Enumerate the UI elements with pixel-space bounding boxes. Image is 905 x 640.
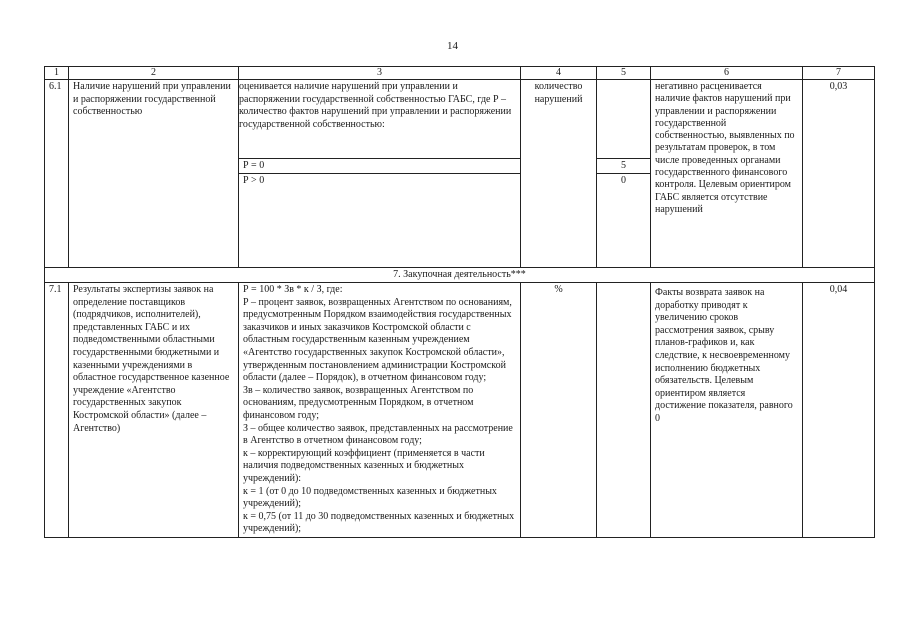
header-cell: 1 xyxy=(45,67,69,80)
table-row xyxy=(45,283,875,538)
definition-k2: к = 0,75 (от 11 до 30 подведомственных казенных и бюджетных учреждений); xyxy=(243,510,515,535)
comment-cell: Факты возврата заявок на доработку приводят к увеличению сроков рассмотрения заявок, срыву планов-графиков и, как следствие, к несвоевременному исполнению бюджетных обязательств. Целевым ориентиром является достижение показателя, равного 0 xyxy=(651,283,803,538)
header-cell: 7 xyxy=(803,67,875,80)
definition-k1: к = 1 (от 0 до 10 подведомственных казенных и бюджетных учреждений); xyxy=(243,485,497,510)
indicator-name: Результаты экспертизы заявок на определение поставщиков (подрядчиков, исполнителей), представленных ГАБС и их подведомственными областными государственными бюджетными и казенными учреждениями в областное государственное казенное учреждение «Агентство государственных закупок Костромской области» (далее – Агентство) xyxy=(69,283,239,538)
row-number: 7.1 xyxy=(45,283,69,538)
header-cell: 2 xyxy=(69,67,239,80)
table-row xyxy=(45,80,875,268)
score-cell xyxy=(597,80,651,268)
weight-cell: 0,04 xyxy=(803,283,875,538)
condition-zero: Р = 0 xyxy=(239,158,520,173)
score-cell xyxy=(597,283,651,538)
definition-p: Р – процент заявок, возвращенных Агентством по основаниям, предусмотренным Порядком взаимодействия государственных заказчиков и иных заказчиков Костромской области с областным государственным казенным учреждением «Агентство государственных закупок Костромской области», утвержденным постановлением администрации Костромской области (далее – Порядок), в отчетном финансовом году; xyxy=(243,296,512,384)
section-title: 7. Закупочная деятельность*** xyxy=(45,268,875,283)
score-zero: 5 xyxy=(597,158,650,173)
row-number: 6.1 xyxy=(45,80,69,268)
header-cell: 4 xyxy=(521,67,597,80)
calculation-method xyxy=(239,80,521,268)
header-cell: 5 xyxy=(597,67,651,80)
unit-cell: % xyxy=(521,283,597,538)
score-positive: 0 xyxy=(597,173,650,189)
method-text: оценивается наличие нарушений при управлении и распоряжении государственной собственностью ГАБС, где Р – количество фактов нарушений при управлении и распоряжении государственной собственностью: xyxy=(239,81,512,130)
definition-k: к – корректирующий коэффициент (применяется в части наличия подведомственных казенных и бюджетных учреждений): xyxy=(243,447,485,484)
indicator-name: Наличие нарушений при управлении и распоряжении государственной собственностью xyxy=(69,80,239,268)
header-cell: 3 xyxy=(239,67,521,80)
table-header-row xyxy=(45,67,875,80)
section-row xyxy=(45,268,875,283)
definition-zv: Зв – количество заявок, возвращенных Агентством по основаниям, предусмотренным Порядком, в отчетном финансовом году; xyxy=(243,384,474,421)
indicator-table xyxy=(44,66,875,538)
page-number: 14 xyxy=(447,40,458,52)
formula: Р = 100 * Зв * к / З, где: xyxy=(243,284,343,295)
weight-cell: 0,03 xyxy=(803,80,875,268)
comment-cell: негативно расценивается наличие фактов нарушений при управлении и распоряжении государственной собственностью, выявленных по результатам проверок, в том числе проведенных органами государственного финансового контроля. Целевым ориентиром ГАБС является отсутствие нарушений xyxy=(651,80,803,268)
definition-z: З – общее количество заявок, представленных на рассмотрение в Агентство в отчетном финансовом году; xyxy=(243,422,513,447)
header-cell: 6 xyxy=(651,67,803,80)
calculation-method xyxy=(239,283,521,538)
unit-cell: количество нарушений xyxy=(521,80,597,268)
condition-positive: Р > 0 xyxy=(239,173,520,189)
